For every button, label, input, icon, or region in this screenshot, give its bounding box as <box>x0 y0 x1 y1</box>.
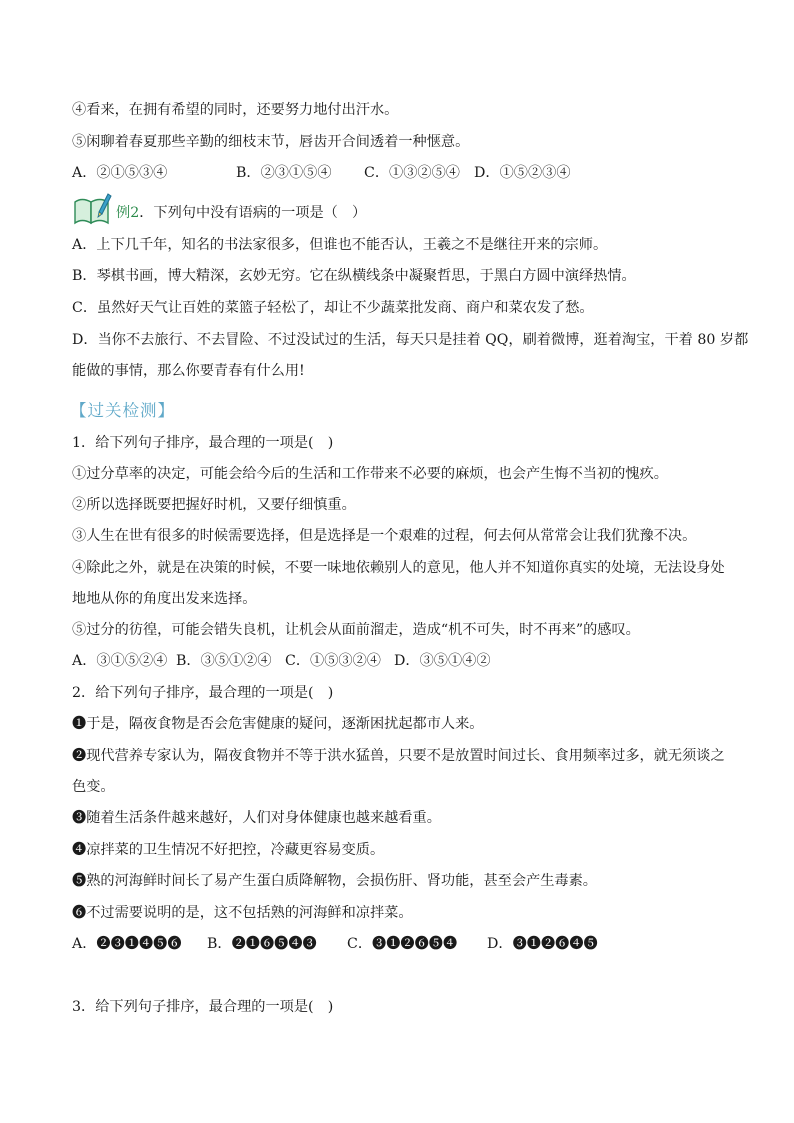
q1-options <box>72 651 732 671</box>
q1-sentence-1: ①过分草率的决定，可能会给今后的生活和工作带来不必要的麻烦，也会产生悔不当初的愧疚。 <box>72 466 668 482</box>
q2-sentence-4: ❹凉拌菜的卫生情况不好把控，冷藏更容易变质。 <box>72 842 385 858</box>
q2-option-c: C．❸❶❷❻❺❹ <box>347 936 458 952</box>
q2-sentence-2: ❷现代营养专家认为，隔夜食物并不等于洪水猛兽，只要不是放置时间过长、食用频率过多，就无须谈之 <box>72 748 725 764</box>
q1-stem: 1．给下列句子排序，最合理的一项是( ) <box>72 435 334 451</box>
option-c-text: C．虽然好天气让百姓的菜篮子轻松了，却让不少蔬菜批发商、商户和菜农发了愁。 <box>72 300 594 316</box>
q1-option-b: B．③⑤①②④ <box>176 653 272 669</box>
q1-sentence-4-cont: 地地从你的角度出发来选择。 <box>72 591 257 607</box>
q3-stem: 3．给下列句子排序，最合理的一项是( ) <box>72 999 334 1015</box>
q1-sentence-2: ②所以选择既要把握好时机，又要仔细慎重。 <box>72 497 356 513</box>
q2-sentence-5: ❺熟的河海鲜时间长了易产生蛋白质降解物，会损伤肝、肾功能，甚至会产生毒素。 <box>72 873 597 889</box>
sentence-4: ④看来，在拥有希望的同时，还要努力地付出汗水。 <box>72 102 399 118</box>
answer-options <box>72 163 732 183</box>
q2-sentence-1: ❶于是，隔夜食物是否会危害健康的疑问，逐渐困扰起都市人来。 <box>72 716 484 732</box>
q2-sentence-6: ❻不过需要说明的是，这不包括熟的河海鲜和凉拌菜。 <box>72 905 413 921</box>
option-b-text: B．琴棋书画，博大精深，玄妙无穷。它在纵横线条中凝聚哲思，于黑白方圆中演绎热情。 <box>72 268 636 284</box>
q2-sentence-2-cont: 色变。 <box>72 779 115 795</box>
example-heading <box>116 203 366 223</box>
option-b: B．②③①⑤④ <box>236 165 332 181</box>
section-title: 【过关检测】 <box>70 401 175 420</box>
q1-sentence-5: ⑤过分的彷徨，可能会错失良机，让机会从面前溜走，造成“机不可失，时不再来”的感叹。 <box>72 622 640 638</box>
notebook-pencil-icon <box>72 190 112 226</box>
example-question: ．下列句中没有语病的一项是（ ） <box>139 205 367 221</box>
option-a-text: A．上下几千年，知名的书法家很多，但谁也不能否认，王羲之不是继往开来的宗师。 <box>72 237 608 253</box>
option-d-text: D．当你不去旅行、不去冒险、不过没试过的生活，每天只是挂着 QQ，刷着微博，逛着淘宝，干着 80 岁都 <box>72 332 749 348</box>
q2-option-d: D．❸❶❷❻❹❺ <box>487 936 598 952</box>
q1-option-d: D．③⑤①④② <box>394 653 491 669</box>
q2-option-a: A．❷❸❶❹❺❻ <box>72 936 182 952</box>
sentence-5: ⑤闲聊着春夏那些辛勤的细枝末节，唇齿开合间透着一种惬意。 <box>72 134 470 150</box>
q1-option-c: C．①⑤③②④ <box>285 653 381 669</box>
example-label: 例2 <box>116 205 140 221</box>
q1-sentence-3: ③人生在世有很多的时候需要选择，但是选择是一个艰难的过程，何去何从常常会让我们犹豫不决。 <box>72 528 697 544</box>
option-d-text-cont: 能做的事情，那么你要青春有什么用! <box>72 363 305 379</box>
q2-options <box>72 934 732 954</box>
option-c: C．①③②⑤④ <box>364 165 460 181</box>
q2-stem: 2．给下列句子排序，最合理的一项是( ) <box>72 685 334 701</box>
q2-option-b: B．❷❶❻❺❹❸ <box>207 936 317 952</box>
option-d: D．①⑤②③④ <box>474 165 571 181</box>
q2-sentence-3: ❸随着生活条件越来越好，人们对身体健康也越来越看重。 <box>72 810 441 826</box>
option-a: A．②①⑤③④ <box>72 165 168 181</box>
q1-option-a: A．③①⑤②④ <box>72 653 168 669</box>
q1-sentence-4: ④除此之外，就是在决策的时候，不要一味地依赖别人的意见，他人并不知道你真实的处境，无法设身处 <box>72 560 725 576</box>
